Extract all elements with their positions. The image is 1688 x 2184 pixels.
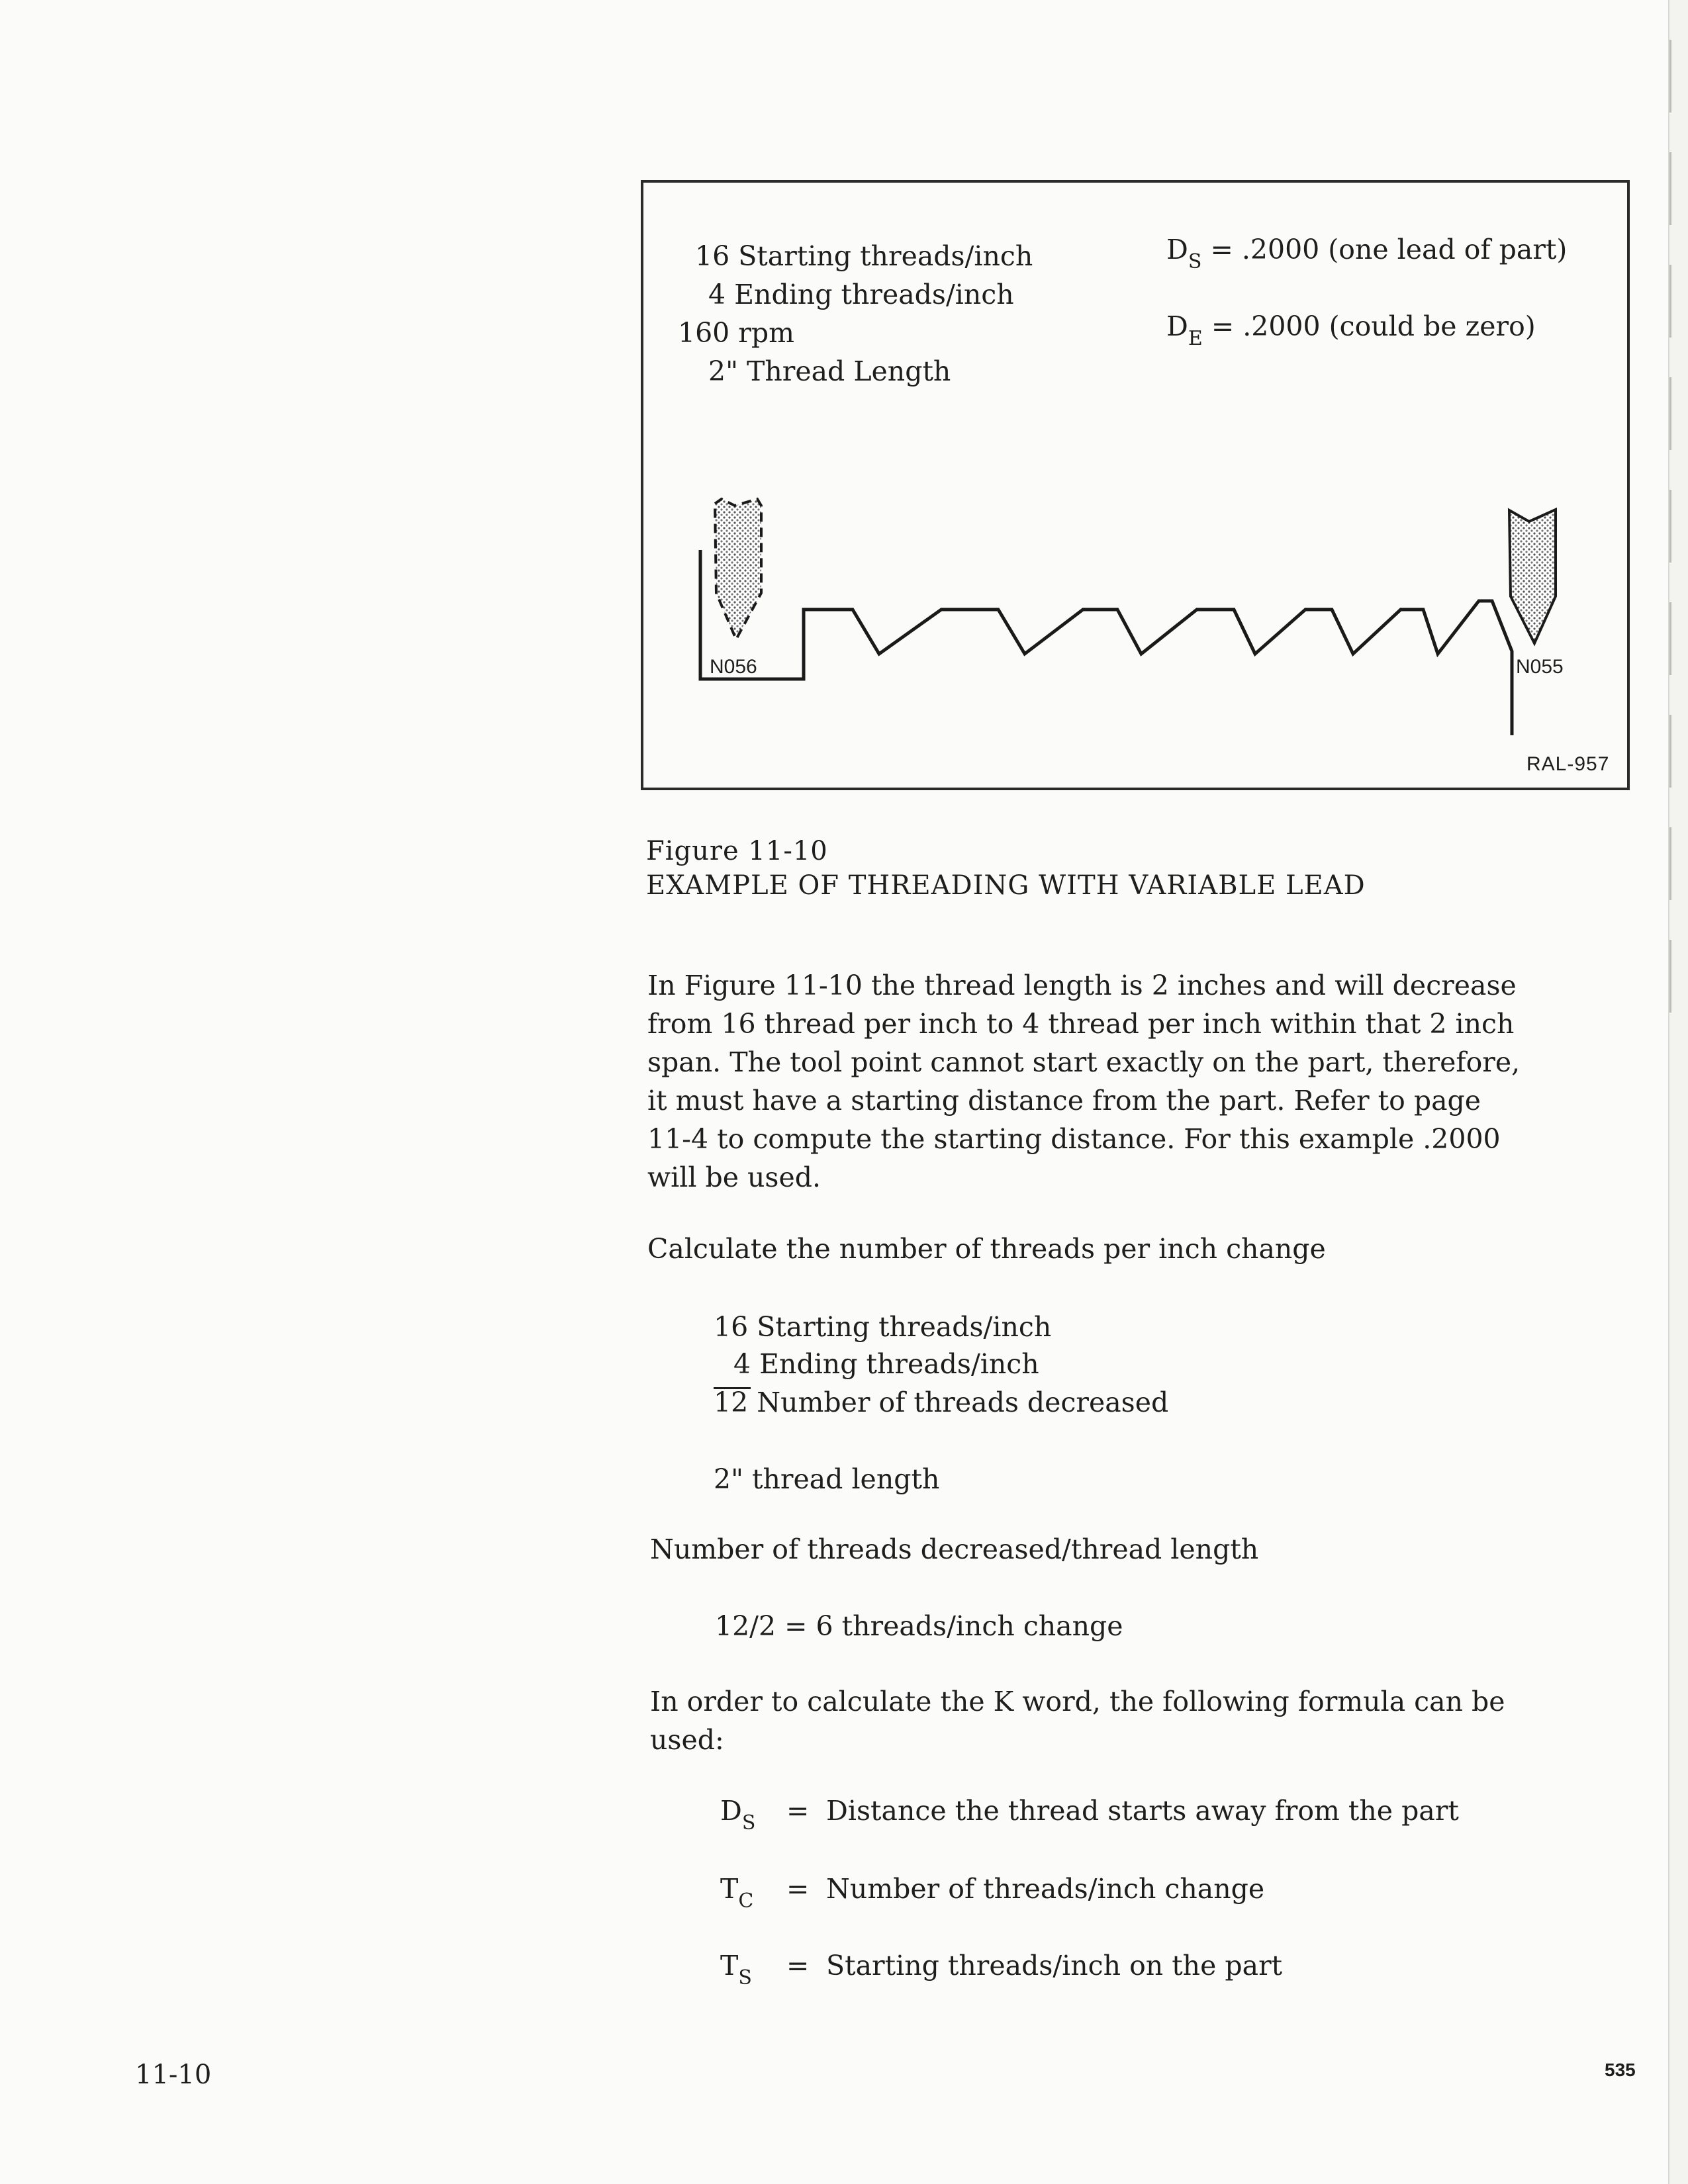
thread-length-line: 2" thread length bbox=[714, 1463, 940, 1495]
paragraph-calculate: Calculate the number of threads per inch change bbox=[647, 1233, 1326, 1265]
figure-spec-4: 2" Thread Length bbox=[708, 355, 951, 387]
calc-line-1: 16 Starting threads/inch bbox=[714, 1311, 1052, 1343]
left-tool-label: N056 bbox=[710, 656, 757, 678]
text-line: it must have a starting distance from the part. Refer to page bbox=[647, 1085, 1481, 1116]
definition-ds: $D_S$ = Distance the thread starts away from the part bbox=[720, 1795, 1459, 1835]
figure-spec-2: 4 Ending threads/inch bbox=[708, 279, 1014, 310]
page-number: 535 bbox=[1605, 2060, 1636, 2080]
part-profile bbox=[700, 550, 1512, 735]
figure-spec-1: 16 Starting threads/inch bbox=[695, 240, 1033, 272]
calc-line-3: 12 Number of threads decreased bbox=[714, 1387, 1169, 1418]
paragraph-k-word bbox=[650, 1682, 1623, 1759]
page-section-label: 11-10 bbox=[135, 2060, 212, 2090]
figure-title: EXAMPLE OF THREADING WITH VARIABLE LEAD bbox=[646, 870, 1366, 901]
right-tool-label: N055 bbox=[1516, 656, 1564, 678]
figure-number: Figure 11-10 bbox=[646, 836, 828, 866]
result-line: 12/2 = 6 threads/inch change bbox=[715, 1610, 1123, 1642]
text-line: span. The tool point cannot start exactly on the part, therefore, bbox=[647, 1046, 1521, 1078]
figure-spec-3: 160 rpm bbox=[678, 317, 795, 349]
thread-diagram bbox=[643, 183, 1627, 788]
definition-ts: $T_S$ = Starting threads/inch on the part bbox=[720, 1950, 1283, 1989]
text-line: used: bbox=[650, 1724, 724, 1756]
text-line: 11-4 to compute the starting distance. For this example .2000 bbox=[647, 1123, 1501, 1155]
calc-line-2: 4 Ending threads/inch bbox=[733, 1348, 1039, 1380]
text-line: from 16 thread per inch to 4 thread per inch within that 2 inch bbox=[647, 1008, 1515, 1040]
paragraph-ratio: Number of threads decreased/thread length bbox=[650, 1533, 1259, 1565]
right-tool bbox=[1509, 510, 1556, 643]
figure-ref-code: RAL-957 bbox=[1526, 753, 1610, 775]
text-line: will be used. bbox=[647, 1161, 821, 1193]
figure-frame bbox=[641, 180, 1630, 790]
left-tool bbox=[715, 499, 761, 639]
text-line: In Figure 11-10 the thread length is 2 inches and will decrease bbox=[647, 970, 1517, 1001]
figure-de-line: $D_E = .2000$ (could be zero) bbox=[1166, 310, 1536, 350]
paragraph-intro bbox=[647, 966, 1620, 1197]
page-edge bbox=[1668, 0, 1688, 2184]
definition-tc: $T_C$ = Number of threads/inch change bbox=[720, 1873, 1265, 1913]
text-line: In order to calculate the K word, the following formula can be bbox=[650, 1686, 1505, 1717]
figure-ds-line: $D_S = .2000$ (one lead of part) bbox=[1166, 234, 1568, 273]
